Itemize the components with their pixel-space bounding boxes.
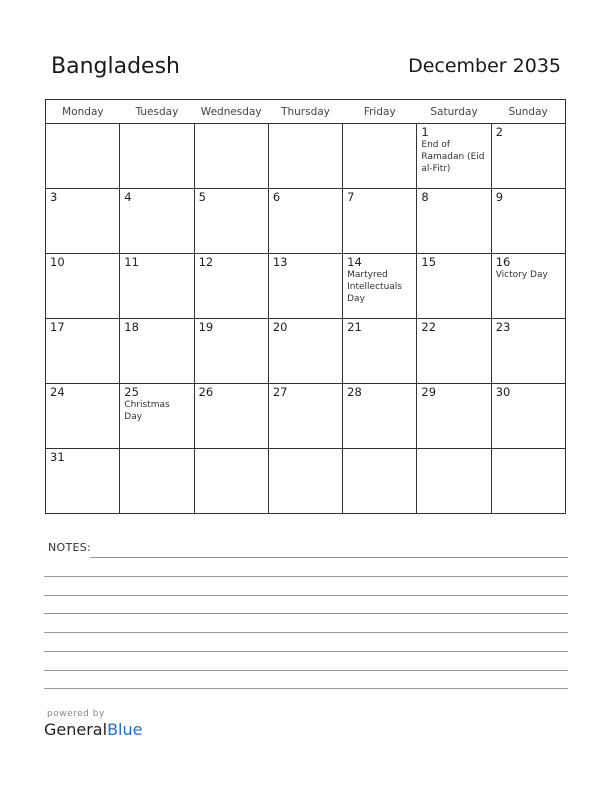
day-cell xyxy=(194,124,268,189)
day-cell xyxy=(120,124,194,189)
day-number: 1 xyxy=(421,125,429,139)
day-number: 10 xyxy=(50,255,65,269)
day-cell-content xyxy=(417,449,490,453)
notes-line xyxy=(44,651,568,652)
day-number: 16 xyxy=(495,255,511,269)
day-cell-content xyxy=(195,449,268,453)
notes-line xyxy=(44,670,568,671)
day-cell xyxy=(491,449,565,514)
day-cell-content xyxy=(46,319,119,336)
brand-general: General xyxy=(44,720,108,739)
day-number: 7 xyxy=(347,190,355,204)
day-cell-content xyxy=(343,319,416,336)
weekday-header: Thursday xyxy=(268,100,342,124)
notes-line xyxy=(90,557,568,558)
day-cell xyxy=(194,449,268,514)
day-cell xyxy=(491,124,565,189)
day-cell-content xyxy=(269,254,342,271)
notes-label: NOTES: xyxy=(48,541,92,554)
day-number: 13 xyxy=(272,255,288,269)
day-cell xyxy=(46,384,120,449)
day-cell-content xyxy=(46,449,119,466)
day-cell-content xyxy=(343,254,416,307)
week-row xyxy=(46,319,566,384)
day-cell-content xyxy=(417,189,490,206)
day-cell-content xyxy=(120,449,193,453)
day-cell-content xyxy=(492,189,565,206)
day-number: 26 xyxy=(198,385,214,399)
day-cell xyxy=(46,124,120,189)
generalblue-logo[interactable] xyxy=(44,720,142,739)
notes-line xyxy=(44,613,568,614)
day-cell xyxy=(417,189,491,254)
weekday-header: Tuesday xyxy=(120,100,194,124)
weekday-header: Sunday xyxy=(491,100,565,124)
weekday-header-row xyxy=(46,100,566,124)
day-cell xyxy=(343,189,417,254)
day-cell xyxy=(417,449,491,514)
day-number: 29 xyxy=(421,385,437,399)
day-cell-content xyxy=(195,189,268,206)
day-cell xyxy=(268,189,342,254)
day-number: 22 xyxy=(421,320,437,334)
day-number: 17 xyxy=(50,320,65,334)
notes-line xyxy=(44,632,568,633)
day-cell xyxy=(417,254,491,319)
day-number: 12 xyxy=(198,255,214,269)
holiday-name: End of Ramadan (Eid al-Fitr) xyxy=(421,140,485,174)
day-cell-content xyxy=(120,189,193,206)
day-number: 2 xyxy=(495,125,504,139)
week-row xyxy=(46,254,566,319)
week-row xyxy=(46,449,566,514)
day-number: 19 xyxy=(198,320,214,334)
day-cell-content xyxy=(492,449,565,453)
day-cell-content xyxy=(195,319,268,336)
holiday-name: Victory Day xyxy=(495,270,548,280)
day-number: 31 xyxy=(50,450,65,464)
day-cell-content xyxy=(195,384,268,401)
day-cell xyxy=(268,124,342,189)
day-number: 14 xyxy=(347,255,362,269)
day-cell xyxy=(268,254,342,319)
day-number: 28 xyxy=(347,385,362,399)
week-row xyxy=(46,124,566,189)
day-cell-content xyxy=(46,254,119,271)
day-number: 8 xyxy=(421,190,429,204)
day-cell-content xyxy=(417,254,490,271)
day-cell-content xyxy=(269,449,342,453)
day-cell xyxy=(417,384,491,449)
day-number: 21 xyxy=(347,320,362,334)
day-cell-content xyxy=(269,319,342,336)
day-cell xyxy=(46,319,120,384)
day-number: 25 xyxy=(124,385,139,399)
day-cell xyxy=(46,449,120,514)
day-number: 4 xyxy=(124,190,132,204)
day-cell xyxy=(343,384,417,449)
notes-line xyxy=(44,595,568,596)
day-cell-content xyxy=(417,319,490,336)
day-cell xyxy=(343,319,417,384)
holiday-name: Christmas Day xyxy=(124,400,170,422)
day-cell xyxy=(46,189,120,254)
day-cell-content xyxy=(417,384,490,401)
day-number: 24 xyxy=(50,385,65,399)
day-cell-content xyxy=(492,254,565,283)
day-cell-content xyxy=(46,384,119,401)
day-cell-content xyxy=(417,124,490,177)
day-cell xyxy=(491,319,565,384)
day-cell-content xyxy=(269,384,342,401)
powered-by-text: powered by xyxy=(47,709,105,719)
day-cell xyxy=(120,189,194,254)
day-cell xyxy=(343,254,417,319)
day-number: 18 xyxy=(124,320,139,334)
day-cell-content xyxy=(343,384,416,401)
notes-line xyxy=(44,688,568,689)
day-cell xyxy=(343,124,417,189)
day-cell-content xyxy=(343,189,416,206)
day-number: 5 xyxy=(198,190,206,204)
country-title: Bangladesh xyxy=(51,54,180,79)
weekday-header: Wednesday xyxy=(194,100,268,124)
brand-blue: Blue xyxy=(107,720,143,739)
day-cell xyxy=(417,124,491,189)
day-cell-content xyxy=(120,319,193,336)
day-cell xyxy=(343,449,417,514)
day-cell-content xyxy=(492,319,565,336)
day-cell xyxy=(120,319,194,384)
day-cell-content xyxy=(492,384,565,401)
day-number: 11 xyxy=(124,255,139,269)
weekday-header: Friday xyxy=(343,100,417,124)
day-number: 23 xyxy=(495,320,511,334)
day-cell xyxy=(491,254,565,319)
week-row xyxy=(46,189,566,254)
day-cell xyxy=(417,319,491,384)
day-cell-content xyxy=(120,124,193,128)
weekday-header: Saturday xyxy=(417,100,491,124)
weekday-header: Monday xyxy=(46,100,120,124)
day-cell-content xyxy=(46,124,119,128)
day-cell xyxy=(268,319,342,384)
day-cell-content xyxy=(120,384,193,425)
day-cell-content xyxy=(195,254,268,271)
day-cell xyxy=(491,384,565,449)
day-cell xyxy=(46,254,120,319)
day-cell xyxy=(194,384,268,449)
day-cell-content xyxy=(120,254,193,271)
week-row xyxy=(46,384,566,449)
day-number: 20 xyxy=(272,320,288,334)
day-cell xyxy=(194,189,268,254)
day-cell xyxy=(491,189,565,254)
day-number: 27 xyxy=(272,385,288,399)
day-cell xyxy=(120,254,194,319)
day-number: 3 xyxy=(50,190,58,204)
day-cell-content xyxy=(269,189,342,206)
day-cell xyxy=(268,384,342,449)
day-cell-content xyxy=(269,124,342,128)
day-number: 15 xyxy=(421,255,437,269)
day-cell xyxy=(120,449,194,514)
day-cell-content xyxy=(46,189,119,206)
day-cell xyxy=(268,449,342,514)
calendar-grid xyxy=(45,99,566,514)
day-cell-content xyxy=(492,124,565,141)
month-title: December 2035 xyxy=(408,55,561,77)
day-cell-content xyxy=(195,124,268,128)
day-number: 30 xyxy=(495,385,511,399)
day-cell xyxy=(194,319,268,384)
day-cell-content xyxy=(343,124,416,128)
day-number: 9 xyxy=(495,190,504,204)
day-cell xyxy=(194,254,268,319)
day-cell xyxy=(120,384,194,449)
day-number: 6 xyxy=(272,190,281,204)
day-cell-content xyxy=(343,449,416,453)
holiday-name: Martyred Intellectuals Day xyxy=(347,270,402,304)
notes-line xyxy=(44,576,568,577)
